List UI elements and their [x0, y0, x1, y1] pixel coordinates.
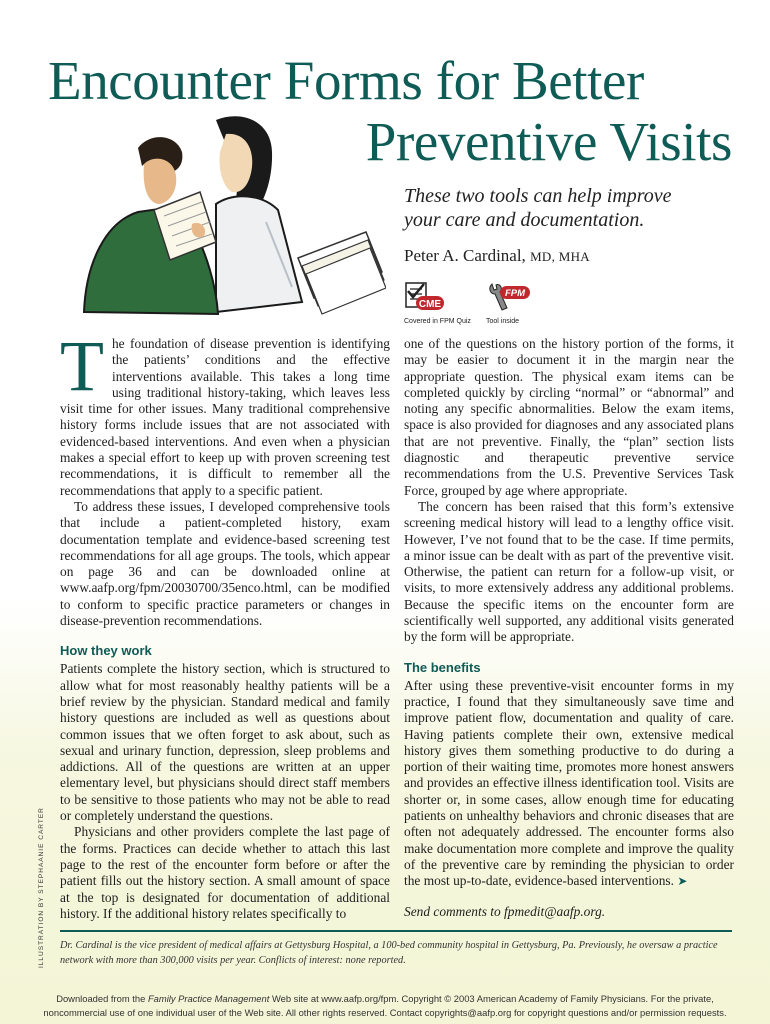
fpm-tool-badge [486, 282, 538, 325]
divider [60, 930, 732, 932]
right-column [404, 336, 734, 920]
physicians-illustration [66, 112, 386, 322]
end-mark-icon: ➤ [677, 874, 688, 889]
left-column [60, 326, 390, 922]
cme-badge [404, 282, 470, 325]
send-comments: Send comments to fpmedit@aafp.org. [404, 903, 606, 919]
download-notice [20, 992, 750, 1020]
drop-cap: T [60, 326, 104, 406]
benefits-text: After using these preventive-visit encounter forms in my practice, I found that they simultaneously save time and improve patient flow, documentation and quality of care. Having patients complete their own, extensive medical history gives them something productive to do during a portion of their waiting time, promotes more honest answers and provides an effective illness identification tool. Visits are shorter or, in some cases, allow enough time for educating patients on unhealthy behaviors and chronic diseases that are often not adequately addressed. The encounter forms also make documentation more complete and improve the quality of the preventive care by reminding the physician to order the most up-to-date, evidence-based interventions. [404, 677, 734, 889]
cme-caption: Covered in FPM Quiz [404, 318, 471, 325]
download-prefix: Downloaded from the [56, 993, 146, 1004]
paragraph [404, 678, 734, 890]
download-line-2: noncommercial use of one individual user of the Web site. All other rights reserved. Contact copyrights@aafp.org for copyright questions and/or permission requests. [43, 1007, 727, 1018]
section-heading-benefits: The benefits [404, 659, 481, 675]
section-heading-how-they-work: How they work [60, 643, 152, 659]
journal-name: Family Practice Management [147, 993, 270, 1004]
paragraph: The concern has been raised that this form’s extensive screening medical history will lead to a lengthy office visit. However, I’ve not found that to be the case. If time permits, a minor issue can be dealt with as part of the preventive visit. Otherwise, the patient can return for a follow-up visit, or visits, to more extensively address any additional problems. Because the specific items on the encounter form are scientifically well supported, any additional visits generated by the form will be appropriate. [404, 498, 734, 645]
cme-icon [404, 282, 446, 312]
wrench-icon [486, 282, 534, 312]
paragraph: To address these issues, I developed comprehensive tools that include a patient-completed history, exam documentation template and evidence-based screening test recommendations for all age groups. The tools, which appear on page 36 and can be downloaded online at www.aafp.org/fpm/20030700/35enco.html, can be modified to conform to specific practice parameters or changes in disease-prevention recommendations. [60, 498, 390, 629]
article-subtitle [404, 184, 734, 232]
title-line-2: Preventive Visits [365, 111, 732, 172]
fpm-label: FPM [504, 288, 526, 299]
fpm-caption: Tool inside [486, 318, 520, 325]
cme-label: CME [418, 299, 442, 310]
download-line-1: Web site at www.aafp.org/fpm. Copyright © 2003 American Academy of Family Physicians. For the private, [271, 993, 714, 1004]
author-byline [404, 246, 590, 266]
subtitle-line-2: your care and documentation. [404, 209, 645, 231]
paragraph: one of the questions on the history portion of the forms, it may be easier to document it in the margin near the appropriate question. The physical exam items can be completed quickly by circling “normal” or “abnormal” and noting any specific abnormalities. Below the exam items, space is also provided for diagnoses and any associated plans that are not preventive. Finally, the “plan” section lists diagnostic and therapeutic preventive service recommendations from the U.S. Preventive Services Task Force, grouped by age where appropriate. [404, 336, 734, 498]
intro-paragraph [60, 326, 390, 499]
author-footnote: Dr. Cardinal is the vice president of medical affairs at Gettysburg Hospital, a 100-bed community hospital in Gettysburg, Pa. Previously, he oversaw a practice network with more than 300,000 visits per year. Conflicts of interest: none reported. [60, 940, 718, 966]
subtitle-line-1: These two tools can help improve [404, 185, 672, 207]
intro-text: he foundation of disease prevention is identifying the patients’ conditions and the effective interventions available. This takes a long time using traditional history-taking, which leaves less visit time for other issues. Many traditional comprehensive history forms include issues that are not associated with evidenced-based interventions. And even when a physician makes a special effort to keep up with proven screening test recommendations, it is difficult to remember all the recommendations that apply to a specific patient. [60, 336, 390, 498]
illustration-credit: ILLUSTRATION BY STEPHAANIE CARTER [38, 807, 45, 968]
paragraph: Physicians and other providers complete the last page of the forms. Practices can decide whether to attach this last page to the rest of the encounter form before or after the patient fills out the history section. A small amount of space at the top is designated for documentation of additional history. If the additional history relates specifically to [60, 824, 390, 921]
paragraph: Patients complete the history section, which is structured to allow what for most reasonably healthy patients will be a brief review by the physician. Standard medical and family history questions are included as well as questions about common issues that we often forget to ask about, such as sexual and urinary function, depression, sleep problems and addictions. All of the questions are written at an upper elementary level, but physicians should direct staff members to be sensitive to those patients who may not be able to read or completely understand the questions. [60, 661, 390, 824]
author-credentials: MD, MHA [530, 249, 590, 264]
author-name: Peter A. Cardinal, [404, 246, 526, 265]
title-line-1: Encounter Forms for Better [48, 50, 644, 111]
